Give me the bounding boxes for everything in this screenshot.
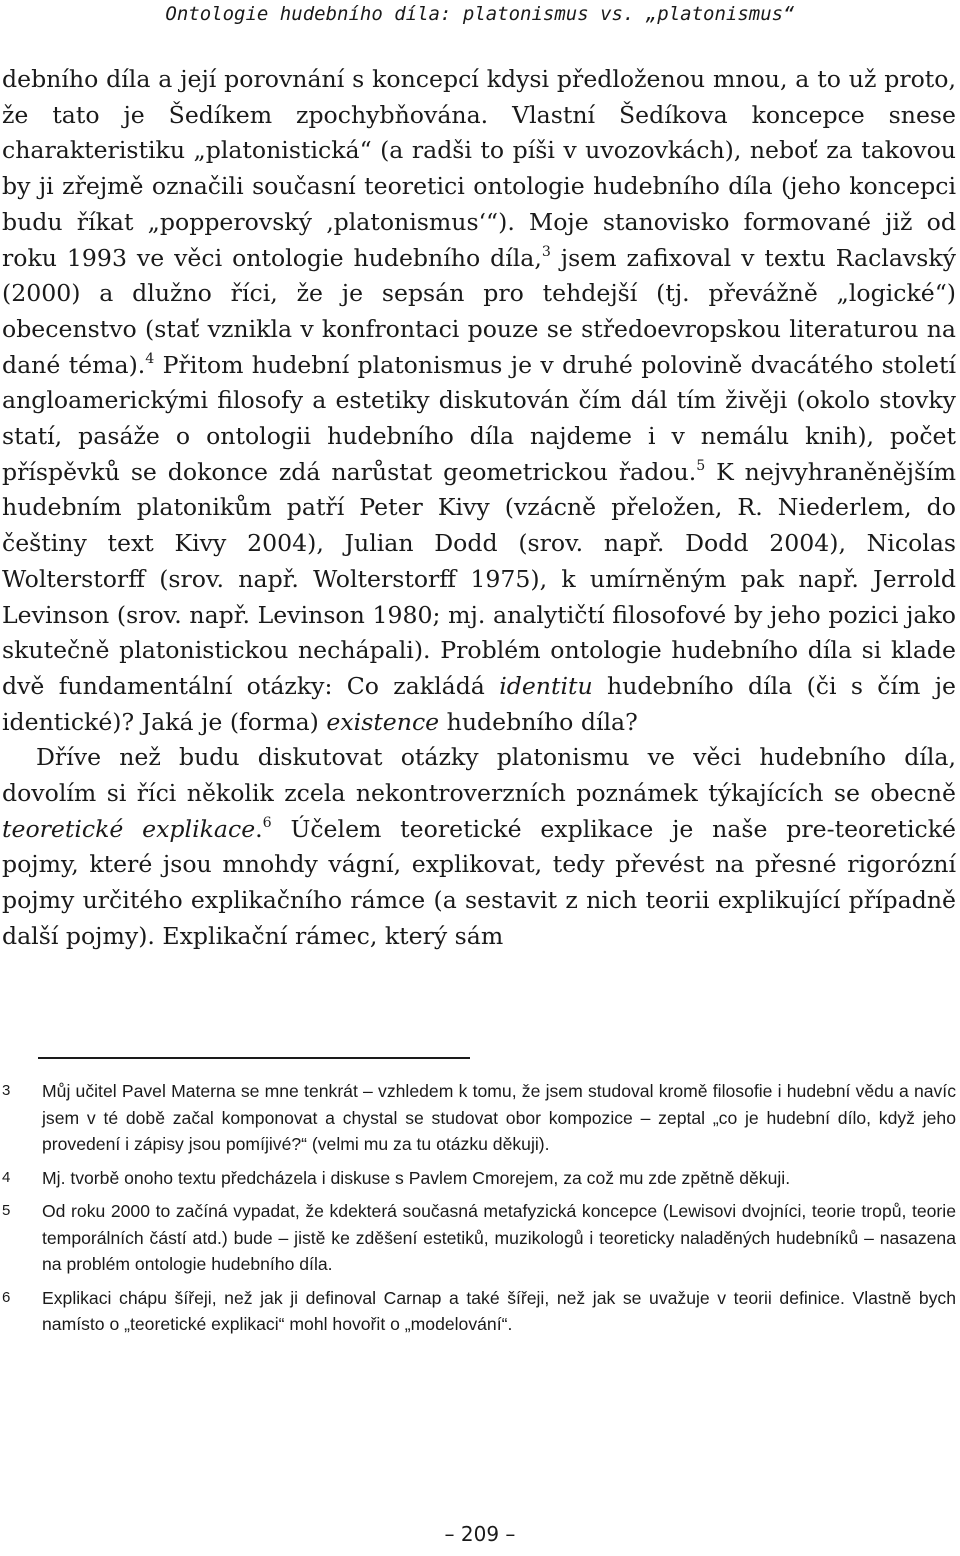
footnote-text: Mj. tvorbě onoho textu předcházela i diskuse s Pavlem Cmorejem, za což mu zde zpětně děkuji.: [42, 1167, 791, 1188]
footnote-ref: 4: [145, 350, 155, 367]
footnote-separator: [38, 1057, 470, 1059]
paragraph-text: K nejvyhraněnějším hudebním platonikům patří Peter Kivy (vzácně přeložen, R. Niederlem, do češtiny text Kivy 2004), Julian Dodd (srov. např. Dodd 2004), Nicolas Wolterstorff (srov. např. Wolterstorff 1975), k umírněným pak např. Jerrold Levinson (srov. např. Levinson 1980; mj. analytičtí filosofové by jeho pozici jako skutečně platonistickou nechápali). Problém ontologie hudebního díla si klade dvě fundamentální otázky: Co zakládá: [2, 457, 956, 700]
paragraph-2: [2, 740, 956, 954]
footnote-number: 4: [2, 1168, 11, 1186]
paragraph-text: .: [255, 814, 263, 843]
footnote-ref: 3: [541, 243, 551, 260]
footnote-text: Explikaci chápu šířeji, než jak ji definoval Carnap a také šířeji, než jak se uvažuje v teorii definice. Vlastně bych namísto o „teoretické explikaci“ mohl hovořit o „modelování“.: [42, 1287, 956, 1334]
emphasis-text: existence: [326, 707, 440, 736]
footnote: [2, 1198, 956, 1278]
paragraph-text: Přitom hudební platonismus je v druhé polovině dvacátého století angloamerickými filosofy a estetiky diskutován čím dál tím živěji (okolo stovky statí, pasáže o ontologii hudebního díla najdeme i v nemálu knih), počet příspěvků se dokonce zdá narůstat geometrickou řadou.: [2, 350, 957, 486]
footnotes: [2, 1078, 956, 1345]
emphasis-text: teoretické explikace: [2, 814, 256, 843]
footnote: [2, 1165, 956, 1192]
body-text: [2, 62, 956, 955]
paragraph-text: Účelem teoretické explikace je naše pre-teoretické pojmy, které jsou mnohdy vágní, explikovat, tedy převést na přesné rigorózní pojmy určitého explikačního rámce (a sestavit z nich teorii explikující případně další pojmy). Explikační rámec, který sám: [2, 814, 956, 950]
paragraph-text: Dříve než budu diskutovat otázky platonismu ve věci hudebního díla, dovolím si říci několik zcela nekontroverzních poznámek týkajících se obecně: [2, 743, 956, 808]
paragraph-text: hudebního díla (či s čím je identické)? Jaká je (forma): [2, 671, 956, 736]
footnote: [2, 1285, 956, 1338]
footnote: [2, 1078, 956, 1158]
footnote-number: 5: [2, 1202, 11, 1219]
paragraph-1: [2, 62, 956, 740]
page-number: – 209 –: [444, 1522, 516, 1546]
footnote-text: Od roku 2000 to začíná vypadat, že kdekterá současná metafyzická koncepce (Lewisovi dvojníci, teorie tropů, teorie temporálních částí atd.) bude – jistě ke zděšení estetiků, muzikologů i teoreticky naladěných hudebníků – nasazena na problém ontologie hudebního díla.: [42, 1201, 956, 1274]
footnote-ref: 6: [262, 814, 272, 831]
paragraph-text: hudebního díla?: [439, 707, 638, 736]
paragraph-text: jsem zafixoval v textu Raclavský (2000) a dlužno říci, že je sepsán pro tehdejší (tj. převážně „logické“) obecenstvo (stať vznikla v konfrontaci pouze se středoevropskou literaturou na dané téma).: [2, 243, 956, 379]
footnote-number: 6: [2, 1288, 11, 1306]
emphasis-text: identitu: [499, 671, 593, 700]
footnote-number: 3: [2, 1082, 11, 1099]
footnote-ref: 5: [696, 457, 706, 474]
paragraph-text: debního díla a její porovnání s koncepcí kdysi předloženou mnou, a to už proto, že tato je Šedíkem zpochybňována. Vlastní Šedíkova koncepce snese charakteristiku „platonistická“ (a radši to píši v uvozovkách), neboť za takovou by ji zřejmě označili současní teoretici ontologie hudebního díla (jeho koncepci budu říkat „popperovský ‚platonismus‘“). Moje stanovisko formované již od roku 1993 ve věci ontologie hudebního díla,: [2, 65, 956, 272]
running-head: Ontologie hudebního díla: platonismus vs. „platonismus“: [165, 3, 795, 25]
footnote-text: Můj učitel Pavel Materna se mne tenkrát – vzhledem k tomu, že jsem studoval kromě filosofie i hudební vědu a navíc jsem v té době začal komponovat a chystal se studovat obor kompozice – zeptal „co je hudební dílo, když jeho provedení i zápisy jsou pomíjivé?“ (velmi mu za tu otázku děkuji).: [42, 1081, 956, 1154]
